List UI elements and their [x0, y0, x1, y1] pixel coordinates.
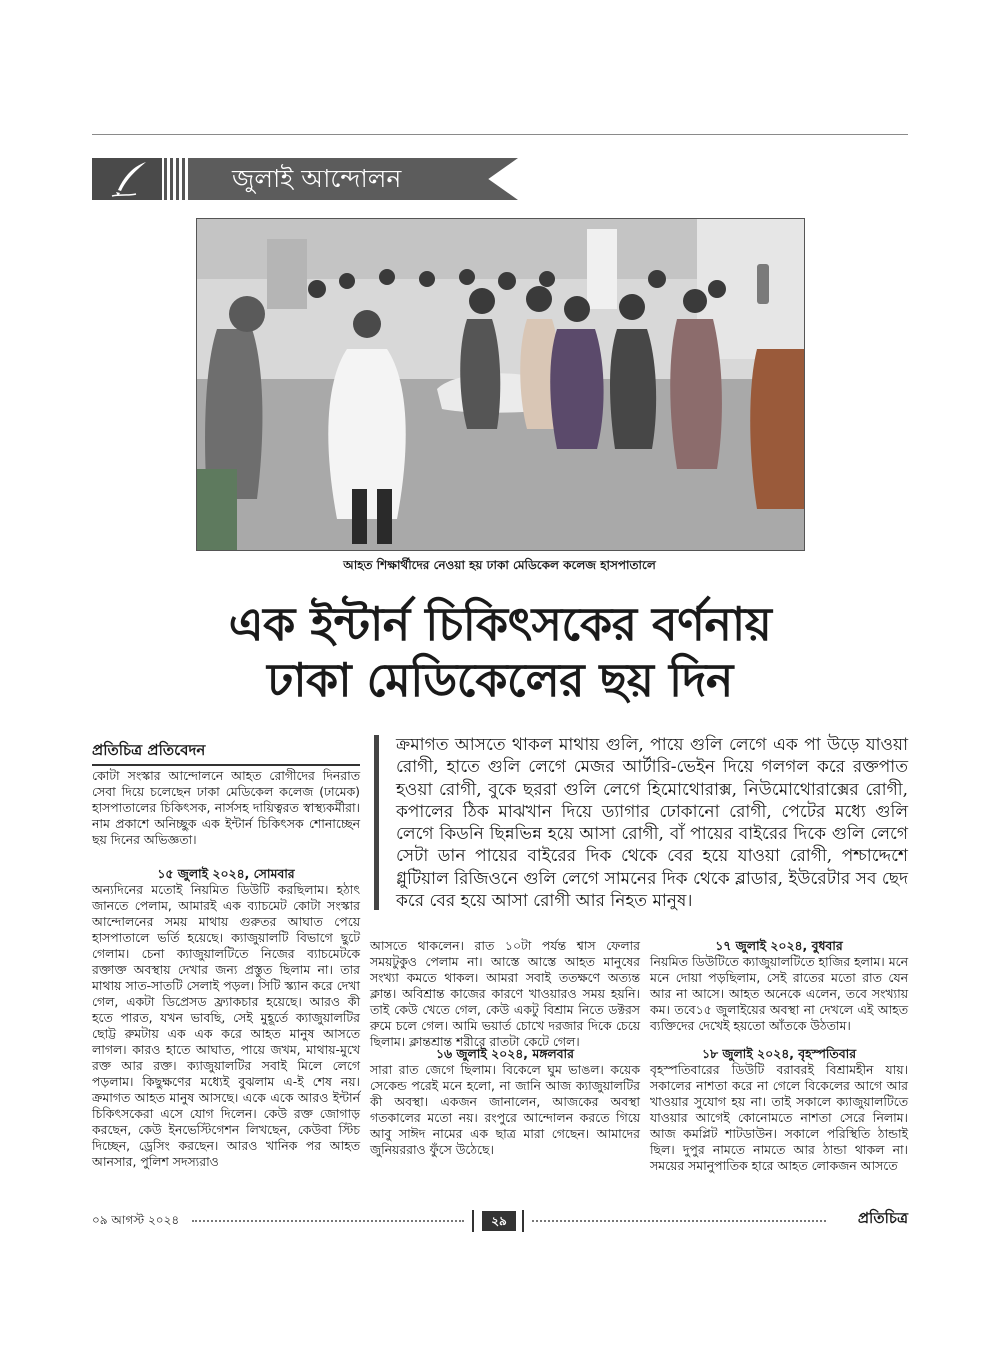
byline: প্রতিচিত্র প্রতিবেদন	[92, 740, 360, 766]
headline-line-2: ঢাকা মেডিকেলের ছয় দিন	[267, 653, 733, 707]
footer-dotted-rule-right	[532, 1220, 826, 1222]
hospital-corridor-photo	[197, 219, 804, 550]
day16-text: সারা রাত জেগে ছিলাম। বিকেলে ঘুম ভাঙল। কয়েক সেকেন্ড পরেই মনে হলো, না জানি আজ ক্যাজুয়ালটির কী অবস্থা। একজন জানালেন, আজকের অবস্থা গতকালের মতো নয়। রংপুরে আন্দোলন করতে গিয়ে আবু সাঈদ নামের এক ছাত্র মারা গেছেন। আমাদের জুনিয়ররাও ফুঁসে উঠেছে।	[370, 1062, 640, 1157]
day16-heading: ১৬ জুলাই ২০২৪, মঙ্গলবার	[436, 1046, 574, 1061]
day17-text: নিয়মিত ডিউটিতে ক্যাজুয়ালটিতে হাজির হলাম। মনে মনে দোয়া পড়ছিলাম, সেই রাতের মতো রাত যেন আর না আসে। আহত অনেকে এলেন, তবে সংখ্যায় কম। তবে১৫ জুলাইয়ের অবস্থা না দেখলে এই আহত ব্যক্তিদের দেখেই হয়তো আঁতকে উঠতাম।	[650, 954, 908, 1033]
day15-heading: ১৫ জুলাই ২০২৪, সোমবার	[157, 866, 295, 881]
footer-date: ০৯ আগস্ট ২০২৪	[92, 1213, 180, 1227]
photo-caption: আহত শিক্ষার্থীদের নেওয়া হয় ঢাকা মেডিকেল কলেজ হাসপাতালে	[343, 558, 656, 572]
top-rule	[92, 134, 908, 135]
intro-paragraph: কোটা সংস্কার আন্দোলনে আহত রোগীদের দিনরাত সেবা দিয়ে চলেছেন ঢাকা মেডিকেল কলেজ (ঢামেক) হাসপাতালের চিকিৎসক, নার্সসহ দায়িত্বরত স্বাস্থ্যকর্মীরা। নাম প্রকাশে অনিচ্ছুক এক ইন্টার্ন চিকিৎসক শোনাচ্ছেন ছয় দিনের অভিজ্ঞতা।	[92, 768, 360, 847]
day17-heading: ১৭ জুলাই ২০২৪, বুধবার	[715, 938, 843, 953]
page-number: ২৯	[482, 1211, 516, 1231]
section-label: জুলাই আন্দোলন	[232, 164, 402, 193]
news-photo	[196, 218, 805, 551]
page-pipe-right	[522, 1210, 524, 1232]
page-pipe-left	[472, 1210, 474, 1232]
quill-icon	[110, 160, 150, 198]
footer-dotted-rule-left	[192, 1220, 464, 1222]
footer-brand: প্রতিচিত্র	[857, 1209, 908, 1227]
headline-line-1: এক ইন্টার্ন চিকিৎসকের বর্ণনায়	[228, 597, 772, 651]
day18-text: বৃহস্পতিবারের ডিউটি বরাবরই বিশ্রামহীন যায়। সকালের নাশতা করে না গেলে বিকেলের আগে আর খাওয়ার সুযোগ হয় না। তাই সকালে ক্যাজুয়ালটিতে যাওয়ার আগেই কোনোমতে নাশতা সেরে নিলাম। আজ কমপ্লিট শাটডাউন। সকালে পরিস্থিতি ঠান্ডাই ছিল। দুপুর নামতে নামতে আর ঠান্ডা থাকল না। সময়ের সমানুপাতিক হারে আহত লোকজন আসতে	[650, 1062, 908, 1173]
headline	[70, 596, 930, 708]
day18-heading: ১৮ জুলাই ২০২৪, বৃহস্পতিবার	[701, 1046, 857, 1061]
pull-quote: ক্রমাগত আসতে থাকল মাথায় গুলি, পায়ে গুলি লেগে এক পা উড়ে যাওয়া রোগী, হাতে গুলি লেগে মেজর আর্টারি-ভেইন দিয়ে গলগল করে রক্তপাত হওয়া রোগী, বুকে ছররা গুলি লেগে হিমোথোরাক্স, নিউমোথোরাক্সের রোগী, কপালের ঠিক মাঝখান দিয়ে ড্যাগার ঢোকানো রোগী, পেটের মধ্যে গুলি লেগে কিডনি ছিন্নভিন্ন হয়ে আসা রোগী, বাঁ পায়ের বাইরের দিকে গুলি লেগে সেটা ডান পায়ের বাইরের দিক থেকে বের হয়ে যাওয়া রোগী, পশ্চাদ্দেশে গ্লুটিয়াল রিজিওনে গুলি লেগে সামনের দিক থেকে ব্লাডার, ইউরেটার সব ছেদ করে বের হয়ে আসা রোগী আর নিহত মানুষ।	[396, 735, 908, 912]
pull-quote-bar	[374, 735, 379, 910]
day15-text: অন্যদিনের মতোই নিয়মিত ডিউটি করছিলাম। হঠাৎ জানতে পেলাম, আমারই এক ব্যাচমেট কোটা সংস্কার আন্দোলনের সময় মাথায় গুরুতর আঘাত পেয়ে হাসপাতালে ভর্তি হয়েছে। ক্যাজুয়ালটি বিভাগে ছুটে গেলাম। চেনা ক্যাজুয়ালটিতে নিজের ব্যাচমেটকে রক্তাক্ত অবস্থায় দেখার জন্য প্রস্তুত ছিলাম না। তার মাথায় সাত-সাতটি সেলাই পড়ল। সিটি স্ক্যান করে দেখা গেল, একটা ডিপ্রেসড ফ্র্যাকচার হয়েছে। আরও কী হতে পারত, যখন ভাবছি, সেই মুহূর্তে ক্যাজুয়ালটির ছোট্ট রুমটায় এক এক করে আহত মানুষ আসতে লাগল। কারও হাতে আঘাত, পায়ে জখম, মাথায়-মুখে রক্ত আর রক্ত। ক্যাজুয়ালটির সবাই মিলে লেগে পড়লাম। কিছুক্ষণের মধ্যেই বুঝলাম এ-ই শেষ নয়। ক্রমাগত আহত মানুষ আসছে। একে একে আরও ইন্টার্ন চিকিৎসকেরা এসে যোগ দিলেন। কেউ রক্ত জোগাড় করছেন, কেউ ইনভেস্টিগেশন লিখছেন, কেউবা স্টিচ দিচ্ছেন, ড্রেসিং করছেন। আরও খানিক পর আহত আনসার, পুলিশ সদস্যরাও	[92, 882, 360, 1169]
banner-bars	[164, 158, 186, 200]
continued-paragraph: আসতে থাকলেন। রাত ১০টা পর্যন্ত শ্বাস ফেলার সময়টুকুও পেলাম না। আস্তে আস্তে আহত মানুষের সংখ্যা কমতে থাকল। আমরা সবাই ততক্ষণে অত্যন্ত ক্লান্ত। অবিশ্রান্ত কাজের কারণে খাওয়ারও সময় হয়নি। তাই কেউ খেতে গেল, কেউ একটু বিশ্রাম নিতে ডক্টরস রুমে চলে গেল। আমি ভয়ার্ত চোখে দরজার দিকে চেয়ে ছিলাম। ক্লান্তশ্রান্ত শরীরে রাতটা কেটে গেল।	[370, 938, 640, 1049]
quill-logo-block	[92, 158, 162, 200]
